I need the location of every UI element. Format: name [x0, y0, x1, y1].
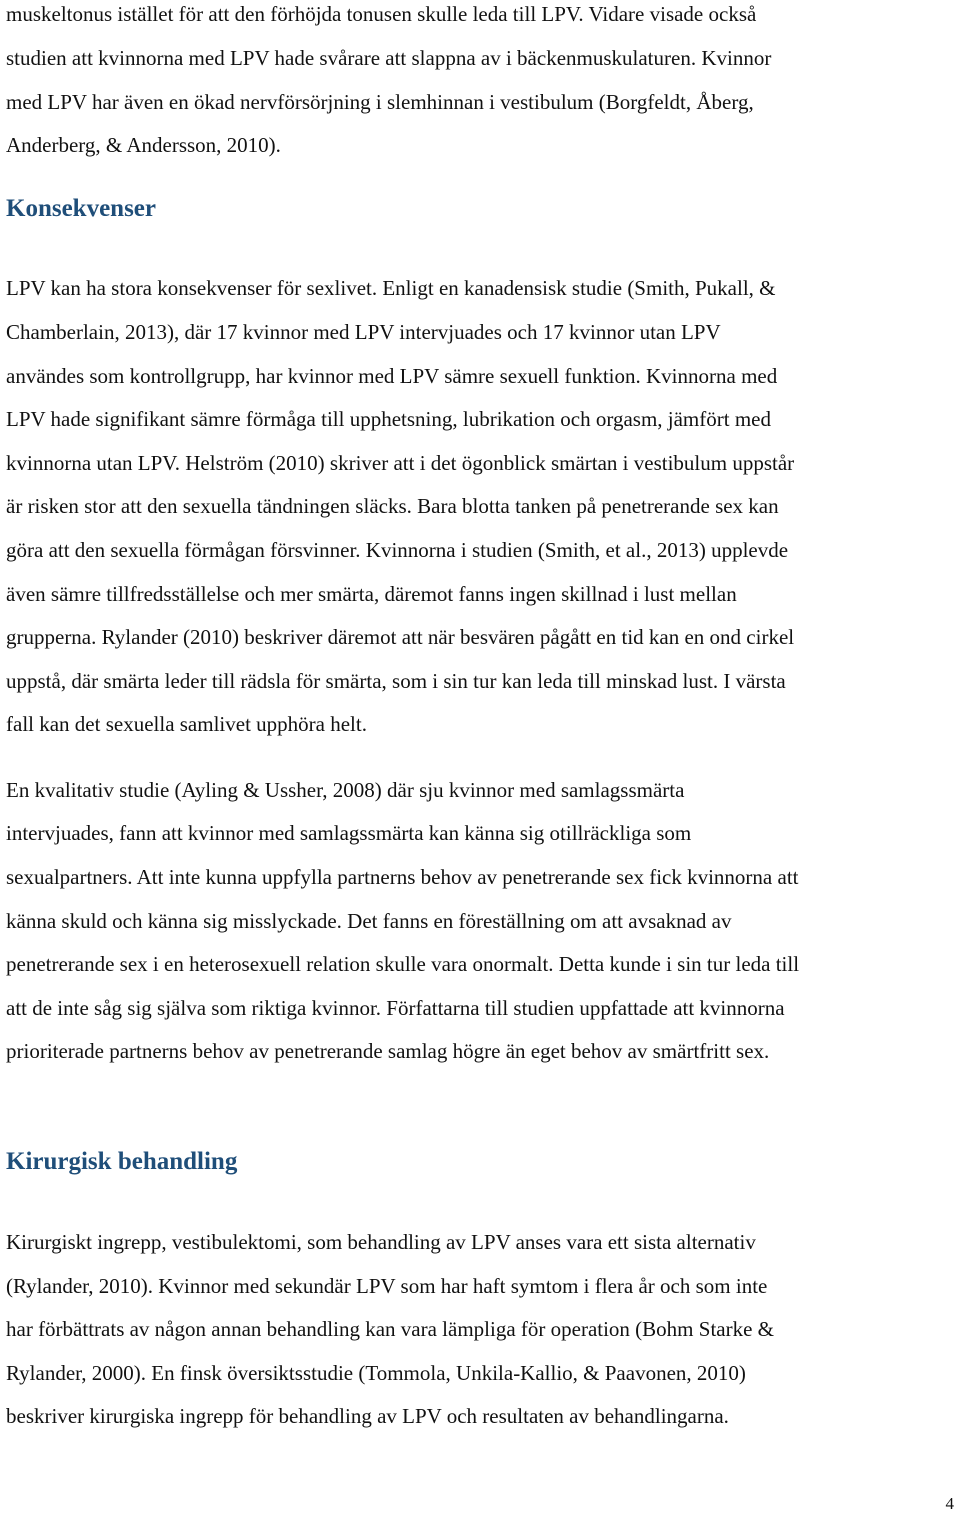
- paragraph-line: intervjuades, fann att kvinnor med samlagssmärta kan känna sig otillräckliga som: [6, 821, 692, 845]
- paragraph-line: göra att den sexuella förmågan försvinner. Kvinnorna i studien (Smith, et al., 2013) upplevde: [6, 538, 789, 562]
- paragraph-line: användes som kontrollgrupp, har kvinnor med LPV sämre sexuell funktion. Kvinnorna med: [6, 364, 778, 388]
- paragraph-line: penetrerande sex i en heterosexuell relation skulle vara onormalt. Detta kunde i sin tur leda till: [6, 952, 800, 976]
- section-heading-kirurgisk-behandling: Kirurgisk behandling: [6, 1148, 238, 1175]
- paragraph-line: känna skuld och känna sig misslyckade. Det fanns en föreställning om att avsaknad av: [6, 909, 732, 933]
- page-number: 4: [945, 1494, 954, 1513]
- paragraph-line: att de inte såg sig själva som riktiga kvinnor. Författarna till studien uppfattade att kvinnorna: [6, 996, 785, 1020]
- paragraph-line: med LPV har även en ökad nervförsörjning i slemhinnan i vestibulum (Borgfeldt, Åberg,: [6, 90, 754, 114]
- paragraph-line: En kvalitativ studie (Ayling & Ussher, 2008) där sju kvinnor med samlagssmärta: [6, 778, 685, 802]
- paragraph-line: även sämre tillfredsställelse och mer smärta, däremot fanns ingen skillnad i lust mellan: [6, 582, 737, 606]
- paragraph-line: har förbättrats av någon annan behandling kan vara lämpliga för operation (Bohm Starke &: [6, 1317, 774, 1341]
- paragraph-line: fall kan det sexuella samlivet upphöra helt.: [6, 712, 367, 736]
- paragraph-line: uppstå, där smärta leder till rädsla för smärta, som i sin tur kan leda till minskad lust. I värsta: [6, 669, 786, 693]
- paragraph-line: Kirurgiskt ingrepp, vestibulektomi, som behandling av LPV anses vara ett sista alternativ: [6, 1230, 756, 1254]
- paragraph-line: beskriver kirurgiska ingrepp för behandling av LPV och resultaten av behandlingarna.: [6, 1404, 729, 1428]
- paragraph-line: Rylander, 2000). En finsk översiktsstudie (Tommola, Unkila-Kallio, & Paavonen, 2010): [6, 1361, 746, 1385]
- section-heading-konsekvenser: Konsekvenser: [6, 195, 156, 222]
- paragraph-line: (Rylander, 2010). Kvinnor med sekundär LPV som har haft symtom i flera år och som inte: [6, 1274, 768, 1298]
- paragraph-line: Chamberlain, 2013), där 17 kvinnor med LPV intervjuades och 17 kvinnor utan LPV: [6, 320, 721, 344]
- paragraph-line: kvinnorna utan LPV. Helström (2010) skriver att i det ögonblick smärtan i vestibulum uppstår: [6, 451, 795, 475]
- paragraph-line: prioriterade partnerns behov av penetrerande samlag högre än eget behov av smärtfritt sex.: [6, 1039, 770, 1063]
- paragraph-line: sexualpartners. Att inte kunna uppfylla partnerns behov av penetrerande sex fick kvinnorna att: [6, 865, 799, 889]
- paragraph-line: muskeltonus istället för att den förhöjda tonusen skulle leda till LPV. Vidare visade också: [6, 2, 757, 26]
- paragraph-line: grupperna. Rylander (2010) beskriver däremot att när besvären pågått en tid kan en ond cirkel: [6, 625, 795, 649]
- paragraph-line: LPV kan ha stora konsekvenser för sexlivet. Enligt en kanadensisk studie (Smith, Pukall, &: [6, 276, 776, 300]
- paragraph-line: Anderberg, & Andersson, 2010).: [6, 133, 281, 157]
- paragraph-line: studien att kvinnorna med LPV hade svårare att slappna av i bäckenmuskulaturen. Kvinnor: [6, 46, 772, 70]
- paragraph-line: LPV hade signifikant sämre förmåga till upphetsning, lubrikation och orgasm, jämfört med: [6, 407, 771, 431]
- paragraph-line: är risken stor att den sexuella tändningen släcks. Bara blotta tanken på penetrerande sex kan: [6, 494, 779, 518]
